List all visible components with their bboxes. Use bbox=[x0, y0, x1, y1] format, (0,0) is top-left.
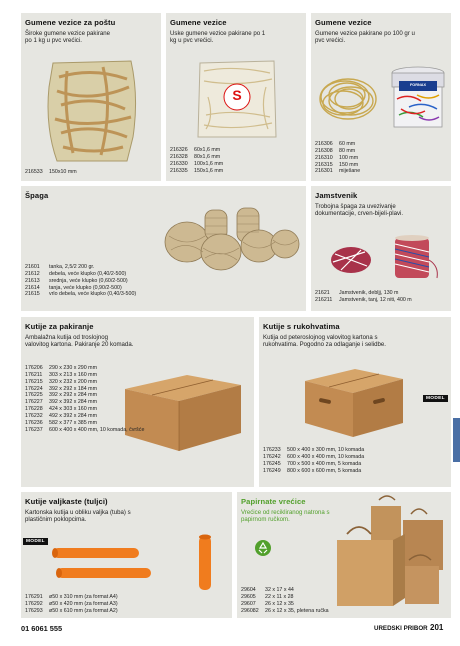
code-row: 216330 100x1,6 mm bbox=[170, 160, 224, 167]
box-description: Uske gumene vezice pakirane po 1 kg u pvc vrećici. bbox=[170, 30, 266, 45]
twine-balls-image bbox=[161, 196, 301, 276]
code-row: 216533 150x10 mm bbox=[25, 169, 77, 175]
product-box-rubber-bands-1kg bbox=[166, 13, 306, 181]
tubes-image bbox=[49, 534, 229, 590]
code-row: 21601 tanka, 2,5/2 200 gr. bbox=[25, 264, 95, 270]
code-row: 216308 80 mm bbox=[315, 147, 356, 154]
box-description: Gumene vezice pakirane po 100 gr u pvc vrećici. bbox=[315, 30, 415, 45]
recycle-icon bbox=[255, 540, 271, 556]
rubber-bands-bag-image bbox=[43, 57, 143, 165]
product-box-guarantee-thread bbox=[311, 186, 451, 311]
code-row: 176291 ø50 x 310 mm (za format A4) bbox=[25, 594, 118, 600]
box-title: Gumene vezice bbox=[170, 18, 227, 27]
box-title: Papirnate vrećice bbox=[241, 497, 306, 506]
code-row: 216328 80x1,6 mm bbox=[170, 153, 221, 160]
product-box-mail-rubber-bands bbox=[21, 13, 161, 181]
product-box-twine bbox=[21, 186, 306, 311]
codes-list bbox=[170, 147, 223, 174]
code-row: 176206 290 x 230 x 290 mm bbox=[25, 365, 97, 371]
code-row: 216326 60x1,6 mm bbox=[170, 147, 221, 153]
product-box-rubber-bands-100g bbox=[311, 13, 451, 181]
section-tab bbox=[453, 418, 460, 462]
paper-bags-image bbox=[327, 494, 449, 606]
code-row: 176227 392 x 392 x 284 mm bbox=[25, 399, 97, 406]
codes-list bbox=[25, 264, 136, 298]
box-title: Kutije za pakiranje bbox=[25, 322, 94, 331]
product-box-paper-bags bbox=[237, 492, 451, 618]
code-row: 176292 ø50 x 420 mm (za format A3) bbox=[25, 600, 118, 607]
code-row: 176211 303 x 213 x 160 mm bbox=[25, 371, 97, 378]
code-row: 29604 32 x 17 x 44 bbox=[241, 587, 294, 593]
code-row: 216211 Jamstvenik, tanj, 12 niti, 400 m bbox=[315, 296, 412, 303]
code-row: 29605 22 x 11 x 28 bbox=[241, 593, 294, 600]
product-box-packing-boxes bbox=[21, 317, 254, 487]
box-description: Ambalažna kutija od troslojnog valovitog kartona. Pakiranje 20 komada. bbox=[25, 334, 134, 349]
code-row: 176245 700 x 500 x 400 mm, 5 komada bbox=[263, 460, 362, 467]
box-title: Špaga bbox=[25, 191, 49, 200]
box-description: Široke gumene vezice pakirane po 1 kg u pvc vrećici. bbox=[25, 30, 111, 45]
box-description: Trobojna špaga za uvezivanje dokumentacije, crven-bijeli-plavi. bbox=[315, 203, 404, 218]
code-row: 216306 60 mm bbox=[315, 141, 356, 147]
code-row: 29607 26 x 12 x 35 bbox=[241, 600, 294, 607]
footer-section: UREDSKI PRIBOR bbox=[374, 625, 428, 632]
box-title: Kutije s rukohvatima bbox=[263, 322, 340, 331]
code-row: 21612 debela, veće klupko (0,40/2-500) bbox=[25, 270, 127, 277]
codes-list bbox=[25, 594, 118, 615]
codes-list bbox=[315, 141, 360, 175]
code-row: 296082 26 x 12 x 35, pletena ručka bbox=[241, 607, 329, 614]
code-row: 21614 tanja, veće klupko (0,90/2-500) bbox=[25, 284, 122, 291]
code-row: 216301 miješane bbox=[315, 168, 361, 175]
box-description: Kutija od peteroslojnog valovitog kartona s rukohvatima. Pogodno za odlaganje i selidbe. bbox=[263, 334, 386, 349]
code-row: 176236 582 x 377 x 385 mm bbox=[25, 419, 97, 426]
code-row: 176215 320 x 232 x 200 mm bbox=[25, 378, 97, 385]
footer-phone: 01 6061 555 bbox=[21, 624, 63, 633]
box-title: Jamstvenik bbox=[315, 191, 358, 200]
handle-box-image bbox=[299, 357, 409, 441]
thread-spools-image bbox=[321, 232, 447, 282]
code-row: 176224 392 x 292 x 184 mm bbox=[25, 385, 97, 392]
code-row: 176293 ø50 x 610 mm (za format A2) bbox=[25, 607, 118, 614]
box-description: Kartonska kutija u obliku valjka (tuba) s plastičnim poklopcima. bbox=[25, 509, 131, 524]
product-box-handle-boxes bbox=[259, 317, 451, 487]
code-row: 21613 srednja, veće klupko (0,60/2-500) bbox=[25, 277, 128, 284]
codes-list bbox=[263, 447, 364, 474]
code-row: 21621 Jamstvenik, debljj, 130 m bbox=[315, 290, 399, 296]
code-row: 176237 600 x 400 x 400 mm, 10 komada, čvršće bbox=[25, 426, 145, 433]
box-description: Vrećice od recikliranog natrona s papirnom ručkom. bbox=[241, 509, 330, 524]
rubber-bands-jar-image bbox=[389, 65, 447, 131]
footer-page-number: 201 bbox=[430, 623, 444, 632]
codes-list bbox=[25, 169, 77, 176]
product-box-cylinder-tubes bbox=[21, 492, 232, 618]
jar-brand-label: FORNAX bbox=[409, 83, 427, 87]
box-title: Gumene vezice bbox=[315, 18, 372, 27]
bag-letter: S bbox=[232, 87, 242, 103]
box-title: Gumene vezice za poštu bbox=[25, 18, 116, 27]
codes-list bbox=[25, 365, 144, 433]
codes-list bbox=[241, 587, 329, 614]
code-row: 216335 150x1,6 mm bbox=[170, 167, 224, 174]
code-row: 176232 492 x 392 x 284 mm bbox=[25, 412, 97, 419]
code-row: 176242 600 x 400 x 400 mm, 10 komada bbox=[263, 453, 365, 460]
code-row: 216310 100 mm bbox=[315, 154, 359, 161]
model-badge: MODEL bbox=[23, 538, 48, 545]
codes-list bbox=[315, 290, 412, 304]
rubber-bands-pile-image bbox=[315, 69, 381, 125]
code-row: 21615 vrlo debela, veće klupko (0,40/3-500) bbox=[25, 291, 137, 298]
code-row: 176233 500 x 400 x 300 mm, 10 komada bbox=[263, 447, 365, 453]
box-title: Kutije valjkaste (tuljci) bbox=[25, 497, 108, 506]
code-row: 176228 424 x 303 x 160 mm bbox=[25, 406, 97, 413]
model-badge: MODEL bbox=[423, 395, 448, 402]
code-row: 176249 800 x 600 x 600 mm, 5 komada bbox=[263, 467, 362, 474]
code-row: 216315 150 mm bbox=[315, 161, 359, 168]
code-row: 176225 392 x 292 x 284 mm bbox=[25, 392, 97, 399]
